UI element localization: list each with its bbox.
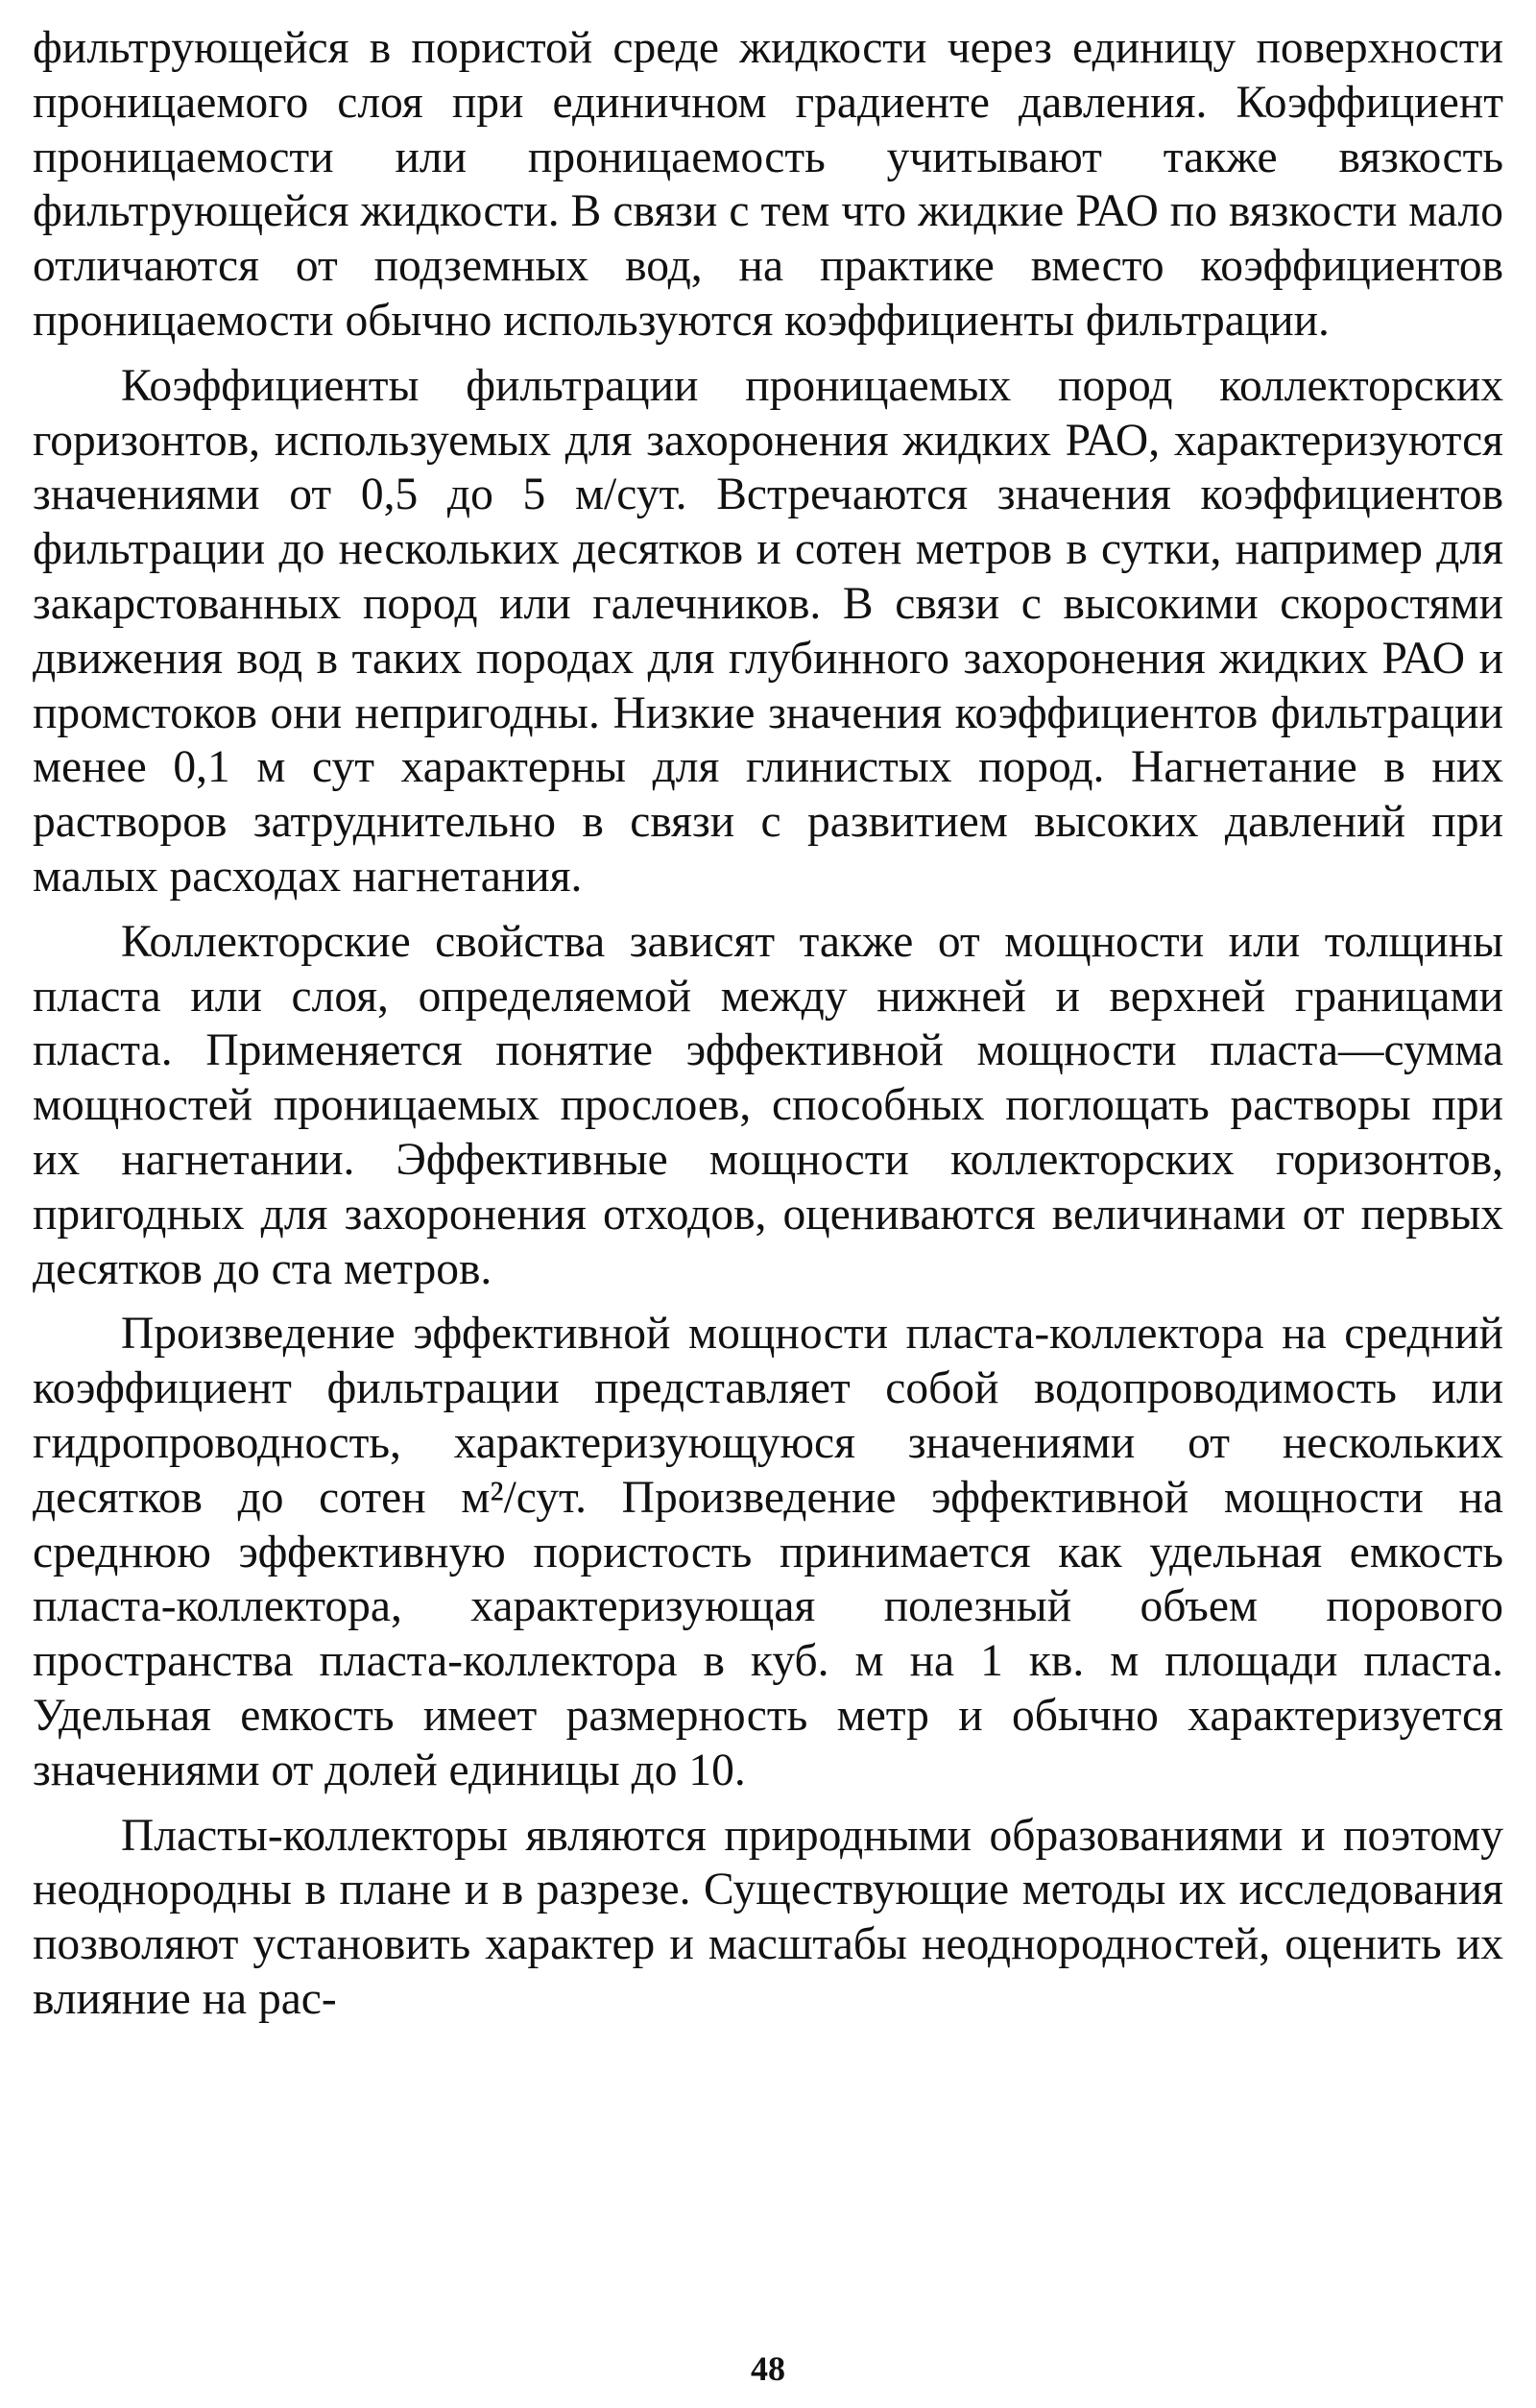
page-number: 48 xyxy=(751,2349,785,2388)
paragraph-heterogeneity: Пласты-коллекторы являются природными образованиями и поэтому неоднородны в плане и в разрезе. Существующие методы их исследования позволяют установить характер и масштабы неоднородностей, оценить их влияние на рас- xyxy=(33,1810,1503,2024)
paragraph-reservoir-thickness: Коллекторские свойства зависят также от мощности или толщины пласта или слоя, определяемой между нижней и верхней границами пласта. Применяется понятие эффективной мощности пласта—сумма мощностей проницаемых прослоев, способных поглощать растворы при их нагнетании. Эффективные мощности коллекторских горизонтов, пригодных для захоронения отходов, оцениваются величинами от первых десятков до ста метров. xyxy=(33,916,1503,1294)
paragraph-filtration-coefficients: Коэффициенты фильтрации проницаемых пород коллекторских горизонтов, используемых для захоронения жидких РАО, характеризуются значениями от 0,5 до 5 м/сут. Встречаются значения коэффициентов фильтрации до нескольких десятков и сотен метров в сутки, например для закарстованных пород или галечников. В связи с высокими скоростями движения вод в таких породах для глубинного захоронения жидких РАО и промстоков они непригодны. Низкие значения коэффициентов фильтрации менее 0,1 м сут характерны для глинистых пород. Нагнетание в них растворов затруднительно в связи с развитием высоких давлений при малых расходах нагнетания. xyxy=(33,360,1503,902)
paragraph-continuation: фильтрующейся в пористой среде жидкости через единицу поверхности проницаемого слоя при единичном градиенте давления. Коэффициент проницаемости или проницаемость учитывают также вязкость фильтрующейся жидкости. В связи с тем что жидкие РАО по вязкости мало отличаются от подземных вод, на практике вместо коэффициентов проницаемости обычно используются коэффициенты фильтрации. xyxy=(33,23,1503,346)
paragraph-transmissivity: Произведение эффективной мощности пласта-коллектора на средний коэффициент фильтрации представляет собой водопроводимость или гидропроводность, характеризующуюся значениями от нескольких десятков до сотен м²/сут. Произведение эффективной мощности на среднюю эффективную пористость принимается как удельная емкость пласта-коллектора, характеризующая полезный объем порового пространства пласта-коллектора в куб. м на 1 кв. м площади пласта. Удельная емкость имеет размерность метр и обычно характеризуется значениями от долей единицы до 10. xyxy=(33,1309,1503,1795)
page-body xyxy=(33,21,1503,2364)
